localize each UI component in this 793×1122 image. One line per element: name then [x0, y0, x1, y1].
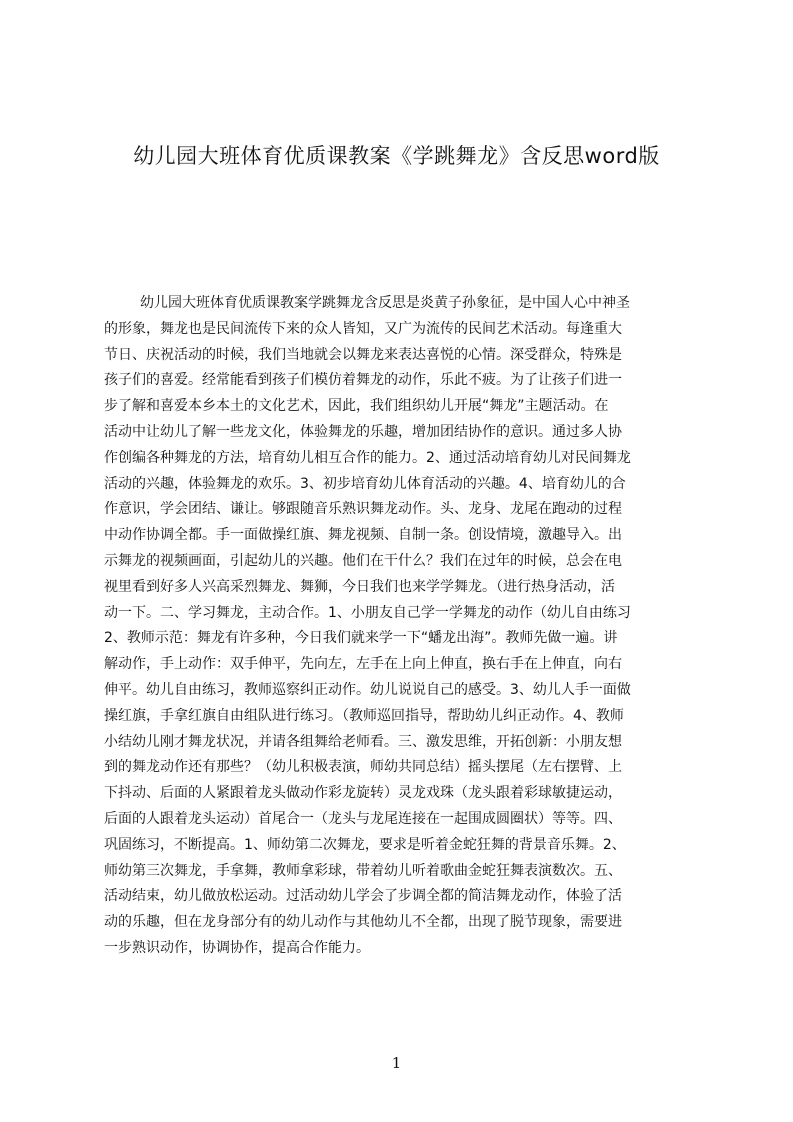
paragraph-line: 示舞龙的视频画面，引起幼儿的兴趣。他们在干什么？我们在过年的时候，总会在电 — [104, 552, 622, 569]
page-number: 1 — [391, 1054, 402, 1072]
paragraph-line: 动的乐趣，但在龙身部分有的幼儿动作与其他幼儿不全都，出现了脱节现象，需要进 — [104, 914, 622, 931]
paragraph-line: 2、教师示范：舞龙有许多种，今日我们就来学一下“蟠龙出海”。教师先做一遍。讲 — [104, 630, 618, 647]
paragraph-line: 后面的人跟着龙头运动）首尾合一（龙头与龙尾连接在一起围成圆圈状）等等。四、 — [104, 810, 622, 827]
paragraph-line: 下抖动、后面的人紧跟着龙头做动作彩龙旋转）灵龙戏珠（龙头跟着彩球敏捷运动， — [104, 785, 622, 802]
document-title: 幼儿园大班体育优质课教案《学跳舞龙》含反思word版 — [133, 144, 660, 168]
paragraph-line: 孩子们的喜爱。经常能看到孩子们模仿着舞龙的动作，乐此不疲。为了让孩子们进一 — [104, 372, 622, 389]
paragraph-line: 活动结束，幼儿做放松运动。过活动幼儿学会了步调全都的简洁舞龙动作，体验了活 — [104, 888, 622, 905]
paragraph-line: 一步熟识动作，协调协作，提高合作能力。 — [104, 939, 370, 956]
paragraph-line: 中动作协调全都。手一面做操红旗、舞龙视频、自制一条。创设情境，激趣导入。出 — [104, 527, 622, 544]
paragraph-line: 视里看到好多人兴高采烈舞龙、舞狮，今日我们也来学学舞龙。（进行热身活动，活 — [104, 578, 615, 595]
paragraph-line: 巩固练习，不断提高。1、师幼第二次舞龙，要求是听着金蛇狂舞的背景音乐舞。2、 — [104, 836, 626, 853]
paragraph-line: 解动作，手上动作：双手伸平，先向左，左手在上向上伸直，换右手在上伸直，向右 — [104, 656, 622, 673]
paragraph-line: 节日、庆祝活动的时候，我们当地就会以舞龙来表达喜悦的心情。深受群众，特殊是 — [104, 346, 622, 363]
paragraph-line: 作意识，学会团结、谦让。够跟随音乐熟识舞龙动作。头、龙身、龙尾在跑动的过程 — [104, 501, 622, 518]
paragraph-line: 活动中让幼儿了解一些龙文化，体验舞龙的乐趣，增加团结协作的意识。通过多人协 — [104, 423, 622, 440]
document-body — [104, 291, 698, 962]
paragraph-line: 步了解和喜爱本乡本土的文化艺术，因此，我们组织幼儿开展“舞龙”主题活动。在 — [104, 398, 609, 415]
paragraph-line: 师幼第三次舞龙，手拿舞，教师拿彩球，带着幼儿听着歌曲金蛇狂舞表演数次。五、 — [104, 862, 622, 879]
paragraph-line: 伸平。幼儿自由练习，教师巡察纠正动作。幼儿说说自己的感受。3、幼儿人手一面做 — [104, 681, 631, 698]
paragraph-line: 操红旗，手拿红旗自由组队进行练习。（教师巡回指导，帮助幼儿纠正动作。4、教师 — [104, 707, 624, 724]
paragraph-line: 到的舞龙动作还有那些？（幼儿积极表演，师幼共同总结）摇头摆尾（左右摆臂、上 — [104, 759, 622, 776]
paragraph-line: 幼儿园大班体育优质课教案学跳舞龙含反思是炎黄子孙象征，是中国人心中神圣 — [140, 295, 630, 311]
paragraph-line: 的形象，舞龙也是民间流传下来的众人皆知，又广为流传的民间艺术活动。每逢重大 — [104, 320, 622, 337]
paragraph-line: 作创编各种舞龙的方法，培育幼儿相互合作的能力。2、通过活动培育幼儿对民间舞龙 — [104, 449, 631, 466]
paragraph-line: 活动的兴趣，体验舞龙的欢乐。3、初步培育幼儿体育活动的兴趣。4、培育幼儿的合 — [104, 475, 626, 492]
paragraph-line: 小结幼儿刚才舞龙状况，并请各组舞给老师看。三、激发思维，开拓创新：小朋友想 — [104, 733, 622, 750]
paragraph-line: 动一下。二、学习舞龙，主动合作。1、小朋友自己学一学舞龙的动作（幼儿自由练习 — [104, 604, 631, 621]
